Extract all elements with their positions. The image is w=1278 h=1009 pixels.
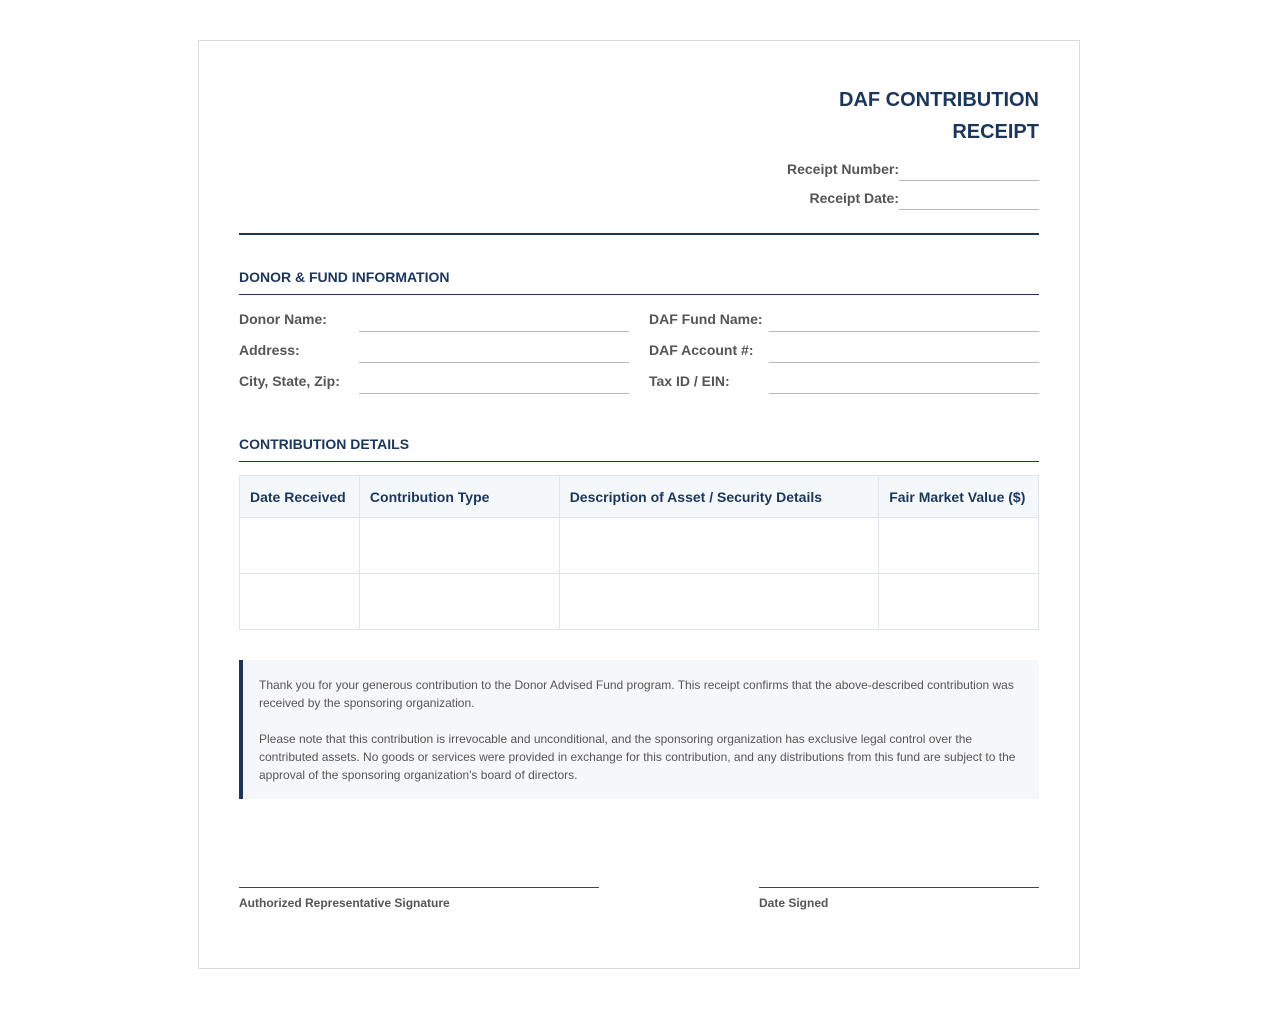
header-divider xyxy=(239,233,1039,235)
receipt-date-row xyxy=(739,188,1039,217)
table-cell[interactable] xyxy=(359,518,559,574)
donor-name-field[interactable] xyxy=(359,331,629,332)
address-label: Address: xyxy=(239,342,300,358)
city-row xyxy=(239,373,629,397)
receipt-number-label: Receipt Number: xyxy=(786,161,899,177)
contribution-table xyxy=(239,475,1039,630)
column-header: Fair Market Value ($) xyxy=(879,476,1039,518)
column-header: Contribution Type xyxy=(359,476,559,518)
table-cell[interactable] xyxy=(240,518,360,574)
receipt-date-field[interactable] xyxy=(899,209,1039,210)
notice-paragraph-1: Thank you for your generous contribution to the Donor Advised Fund program. This receipt confirms that the above-described contribution was received by the sponsoring organization. xyxy=(259,678,1014,710)
title-line-1: DAF CONTRIBUTION xyxy=(839,89,1039,111)
fund-name-field[interactable] xyxy=(769,331,1039,332)
tax-id-row xyxy=(649,373,1039,397)
account-label: DAF Account #: xyxy=(649,342,754,358)
acknowledgement-notice xyxy=(239,660,1039,799)
donor-section-title: DONOR & FUND INFORMATION xyxy=(239,269,1039,295)
column-header: Date Received xyxy=(240,476,360,518)
document-title xyxy=(779,84,1039,148)
receipt-number-row xyxy=(739,159,1039,188)
date-signed-label: Date Signed xyxy=(759,896,829,910)
representative-signature-label: Authorized Representative Signature xyxy=(239,896,450,910)
table-cell[interactable] xyxy=(879,574,1039,630)
table-cell[interactable] xyxy=(240,574,360,630)
table-cell[interactable] xyxy=(559,518,879,574)
title-line-2: RECEIPT xyxy=(952,121,1039,143)
table-header-row xyxy=(240,476,1039,518)
fund-name-label: DAF Fund Name: xyxy=(649,311,763,327)
tax-id-label: Tax ID / EIN: xyxy=(649,373,730,389)
table-cell[interactable] xyxy=(359,574,559,630)
city-field[interactable] xyxy=(359,393,629,394)
table-row xyxy=(240,574,1039,630)
notice-paragraph-2: Please note that this contribution is irrevocable and unconditional, and the sponsoring organization has exclusive legal control over the contributed assets. No goods or services were provided in exchange for this contribution, and any distributions from this fund are subject to the approval of the sponsoring organization's board of directors. xyxy=(259,732,1016,782)
account-field[interactable] xyxy=(769,362,1039,363)
address-field[interactable] xyxy=(359,362,629,363)
contribution-section-title: CONTRIBUTION DETAILS xyxy=(239,436,1039,462)
representative-signature-line[interactable] xyxy=(239,887,599,910)
tax-id-field[interactable] xyxy=(769,393,1039,394)
table-cell[interactable] xyxy=(879,518,1039,574)
city-label: City, State, Zip: xyxy=(239,373,340,389)
column-header: Description of Asset / Security Details xyxy=(559,476,879,518)
fund-name-row xyxy=(649,311,1039,335)
date-signed-line[interactable] xyxy=(759,887,1039,910)
address-row xyxy=(239,342,629,366)
receipt-number-field[interactable] xyxy=(899,180,1039,181)
receipt-date-label: Receipt Date: xyxy=(809,190,899,206)
table-cell[interactable] xyxy=(559,574,879,630)
donor-name-label: Donor Name: xyxy=(239,311,327,327)
account-row xyxy=(649,342,1039,366)
table-row xyxy=(240,518,1039,574)
receipt-page xyxy=(198,40,1080,969)
donor-name-row xyxy=(239,311,629,335)
